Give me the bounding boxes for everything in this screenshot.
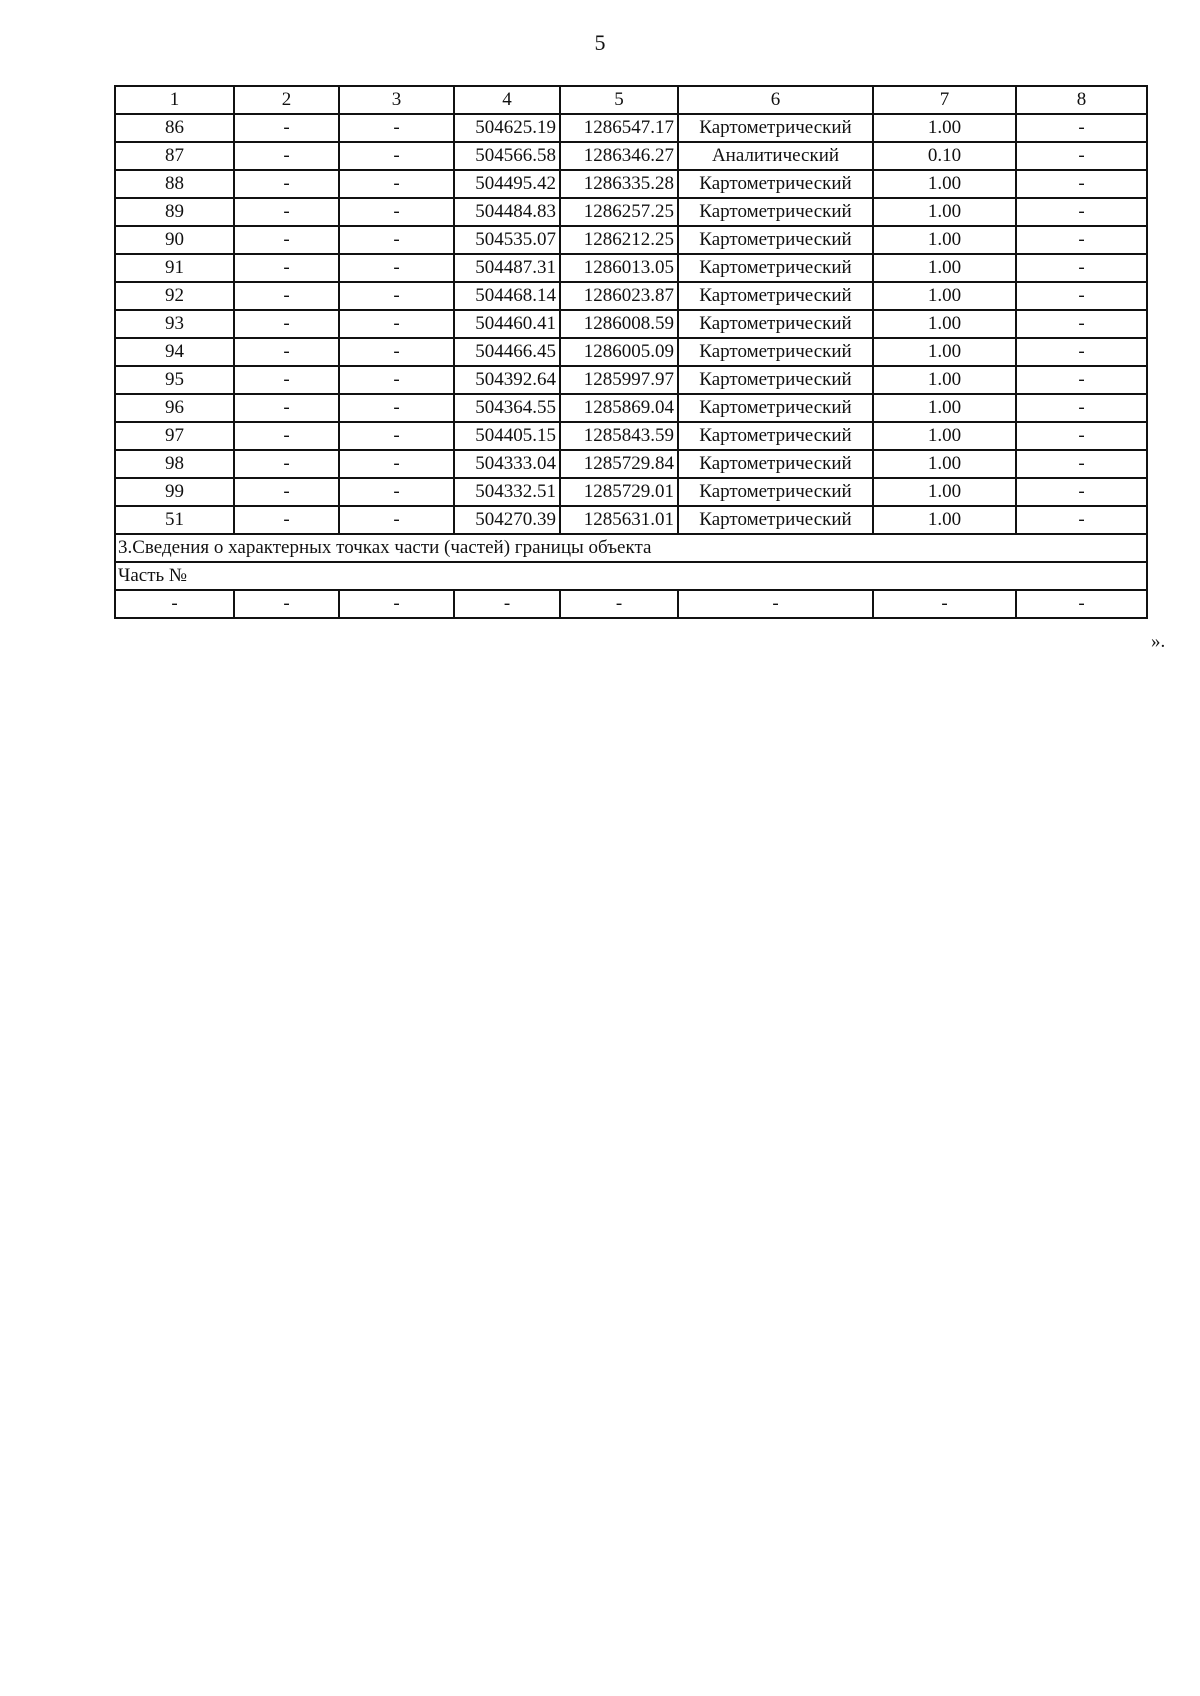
section-title: 3.Сведения о характерных точках части (частей) границы объекта	[115, 534, 1147, 562]
table-cell: 1.00	[873, 506, 1016, 534]
table-cell: 504535.07	[454, 226, 560, 254]
table-cell: -	[1016, 506, 1147, 534]
table-cell: -	[339, 114, 454, 142]
table-cell: 90	[115, 226, 234, 254]
table-header-row	[115, 86, 1147, 114]
table-cell: 99	[115, 478, 234, 506]
table-cell: -	[339, 478, 454, 506]
table-cell: 504468.14	[454, 282, 560, 310]
table-cell: 504625.19	[454, 114, 560, 142]
table-cell: 92	[115, 282, 234, 310]
table-cell: -	[234, 310, 339, 338]
table-cell: 504332.51	[454, 478, 560, 506]
table-cell: 504487.31	[454, 254, 560, 282]
table-cell: -	[234, 226, 339, 254]
coordinates-table	[114, 85, 1148, 619]
table-cell: -	[234, 170, 339, 198]
table-cell: Картометрический	[678, 478, 873, 506]
table-cell: -	[234, 198, 339, 226]
table-row	[115, 366, 1147, 394]
table-cell: 1285843.59	[560, 422, 678, 450]
table-cell: -	[339, 366, 454, 394]
table-cell: Картометрический	[678, 170, 873, 198]
table-cell: -	[1016, 478, 1147, 506]
table-cell: 1.00	[873, 478, 1016, 506]
table-cell: -	[234, 506, 339, 534]
coordinates-table-container	[114, 85, 1148, 619]
table-cell: 1286005.09	[560, 338, 678, 366]
table-cell: 1.00	[873, 310, 1016, 338]
table-row	[115, 226, 1147, 254]
table-row	[115, 198, 1147, 226]
table-cell: -	[339, 590, 454, 618]
column-header: 3	[339, 86, 454, 114]
table-cell: 88	[115, 170, 234, 198]
table-cell: 1.00	[873, 282, 1016, 310]
section-title-row	[115, 534, 1147, 562]
table-cell: 1286335.28	[560, 170, 678, 198]
table-cell: -	[234, 422, 339, 450]
table-cell: 0.10	[873, 142, 1016, 170]
table-row	[115, 394, 1147, 422]
column-header: 7	[873, 86, 1016, 114]
table-row	[115, 450, 1147, 478]
table-cell: 87	[115, 142, 234, 170]
table-cell: 1285997.97	[560, 366, 678, 394]
table-cell: Картометрический	[678, 114, 873, 142]
table-cell: 1.00	[873, 170, 1016, 198]
part-label: Часть №	[115, 562, 1147, 590]
table-cell: -	[234, 142, 339, 170]
table-cell: -	[339, 198, 454, 226]
table-cell: 1286346.27	[560, 142, 678, 170]
table-cell: 1286023.87	[560, 282, 678, 310]
table-body	[115, 86, 1147, 618]
table-row	[115, 506, 1147, 534]
table-cell: -	[1016, 450, 1147, 478]
table-cell: 1.00	[873, 254, 1016, 282]
table-cell: Картометрический	[678, 338, 873, 366]
table-cell: -	[234, 394, 339, 422]
table-cell: 504460.41	[454, 310, 560, 338]
table-cell: -	[234, 254, 339, 282]
table-cell: 504405.15	[454, 422, 560, 450]
table-cell: -	[1016, 198, 1147, 226]
table-cell: -	[1016, 366, 1147, 394]
table-cell: -	[234, 282, 339, 310]
table-cell: 98	[115, 450, 234, 478]
table-row	[115, 254, 1147, 282]
table-cell: 1285869.04	[560, 394, 678, 422]
table-cell: -	[339, 254, 454, 282]
table-cell: -	[454, 590, 560, 618]
table-cell: -	[339, 506, 454, 534]
table-cell: -	[234, 450, 339, 478]
table-cell: Аналитический	[678, 142, 873, 170]
table-row	[115, 478, 1147, 506]
table-cell: 97	[115, 422, 234, 450]
table-cell: -	[234, 114, 339, 142]
table-cell: Картометрический	[678, 282, 873, 310]
table-cell: -	[1016, 590, 1147, 618]
table-cell: -	[339, 282, 454, 310]
table-cell: 93	[115, 310, 234, 338]
table-cell: -	[1016, 142, 1147, 170]
table-row	[115, 422, 1147, 450]
table-cell: 86	[115, 114, 234, 142]
table-row	[115, 310, 1147, 338]
column-header: 6	[678, 86, 873, 114]
table-cell: 91	[115, 254, 234, 282]
part-label-row	[115, 562, 1147, 590]
table-cell: -	[339, 142, 454, 170]
column-header: 1	[115, 86, 234, 114]
table-cell: -	[339, 310, 454, 338]
table-cell: 1285729.84	[560, 450, 678, 478]
table-cell: -	[339, 450, 454, 478]
table-cell: 1.00	[873, 422, 1016, 450]
table-cell: 504333.04	[454, 450, 560, 478]
table-cell: 504484.83	[454, 198, 560, 226]
column-header: 4	[454, 86, 560, 114]
table-cell: -	[339, 422, 454, 450]
table-row	[115, 338, 1147, 366]
table-cell: -	[1016, 226, 1147, 254]
table-cell: -	[1016, 114, 1147, 142]
closing-quote: ».	[1151, 631, 1166, 652]
table-cell: 504466.45	[454, 338, 560, 366]
table-row	[115, 170, 1147, 198]
table-cell: 1.00	[873, 226, 1016, 254]
part-values-row	[115, 590, 1147, 618]
table-cell: 1.00	[873, 450, 1016, 478]
table-cell: -	[1016, 170, 1147, 198]
table-cell: -	[234, 590, 339, 618]
table-cell: Картометрический	[678, 198, 873, 226]
table-cell: 1.00	[873, 338, 1016, 366]
table-cell: 504566.58	[454, 142, 560, 170]
table-cell: 51	[115, 506, 234, 534]
table-cell: -	[339, 394, 454, 422]
table-cell: 504392.64	[454, 366, 560, 394]
table-cell: Картометрический	[678, 422, 873, 450]
table-cell: -	[234, 338, 339, 366]
table-row	[115, 114, 1147, 142]
table-cell: Картометрический	[678, 254, 873, 282]
table-cell: 1286547.17	[560, 114, 678, 142]
table-row	[115, 142, 1147, 170]
page-number: 5	[594, 30, 606, 55]
table-cell: -	[873, 590, 1016, 618]
table-cell: 504270.39	[454, 506, 560, 534]
table-cell: Картометрический	[678, 310, 873, 338]
table-cell: 1286212.25	[560, 226, 678, 254]
table-cell: Картометрический	[678, 450, 873, 478]
table-cell: 1.00	[873, 114, 1016, 142]
table-cell: 1.00	[873, 198, 1016, 226]
table-cell: -	[115, 590, 234, 618]
table-cell: -	[339, 170, 454, 198]
table-cell: Картометрический	[678, 366, 873, 394]
table-cell: -	[234, 478, 339, 506]
table-cell: -	[1016, 310, 1147, 338]
table-cell: 1285729.01	[560, 478, 678, 506]
table-cell: 95	[115, 366, 234, 394]
column-header: 8	[1016, 86, 1147, 114]
table-cell: -	[234, 366, 339, 394]
table-cell: 94	[115, 338, 234, 366]
table-cell: 504364.55	[454, 394, 560, 422]
table-row	[115, 282, 1147, 310]
table-cell: -	[1016, 282, 1147, 310]
table-cell: -	[1016, 394, 1147, 422]
table-cell: -	[1016, 422, 1147, 450]
table-cell: 89	[115, 198, 234, 226]
table-cell: Картометрический	[678, 506, 873, 534]
table-cell: 1.00	[873, 394, 1016, 422]
table-cell: -	[1016, 254, 1147, 282]
table-cell: -	[339, 338, 454, 366]
table-cell: 1.00	[873, 366, 1016, 394]
table-cell: 1286257.25	[560, 198, 678, 226]
column-header: 5	[560, 86, 678, 114]
column-header: 2	[234, 86, 339, 114]
table-cell: 96	[115, 394, 234, 422]
table-cell: -	[339, 226, 454, 254]
table-cell: Картометрический	[678, 394, 873, 422]
table-cell: -	[560, 590, 678, 618]
table-cell: 1286013.05	[560, 254, 678, 282]
table-cell: Картометрический	[678, 226, 873, 254]
table-cell: -	[678, 590, 873, 618]
table-cell: 504495.42	[454, 170, 560, 198]
table-cell: -	[1016, 338, 1147, 366]
table-cell: 1285631.01	[560, 506, 678, 534]
table-cell: 1286008.59	[560, 310, 678, 338]
